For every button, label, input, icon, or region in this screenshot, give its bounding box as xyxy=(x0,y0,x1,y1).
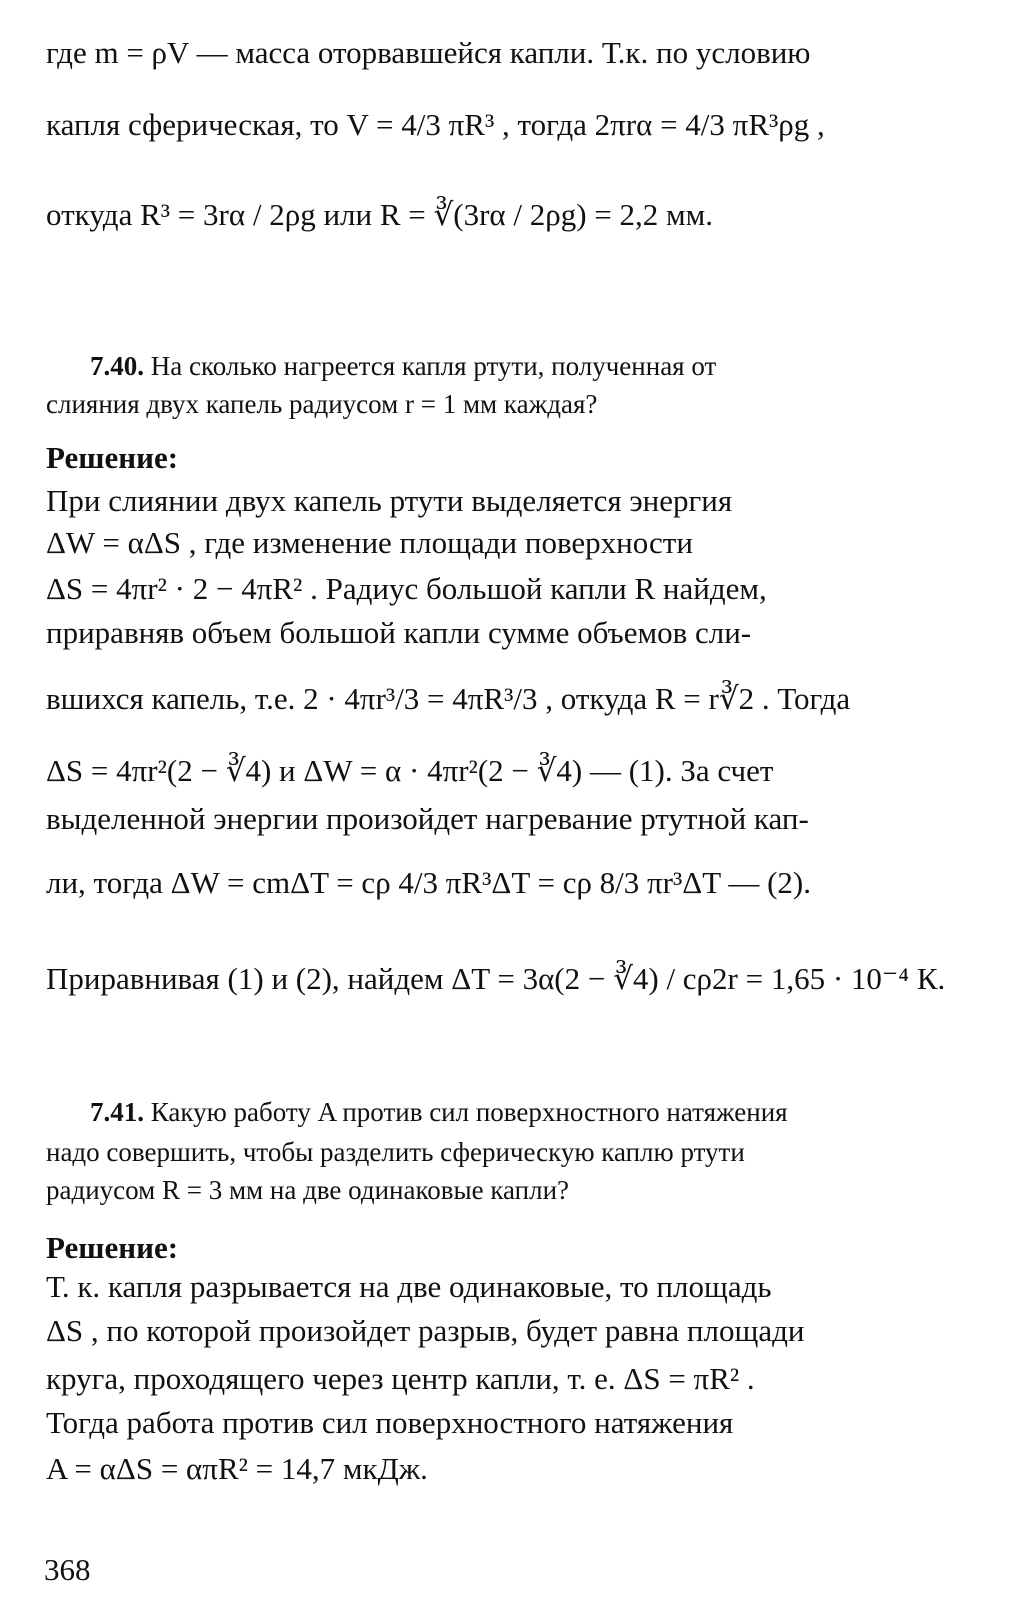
problem-740-solution-line: вшихся капель, т.е. 2 · 4πr³/3 = 4πR³/3 , откуда R = r∛2 . Тогда xyxy=(46,681,851,716)
problem-740-text-1: На сколько нагреется капля ртути, полученная от xyxy=(150,351,717,381)
problem-740-number: 7.40. xyxy=(90,351,144,381)
continuation-line-2: капля сферическая, то V = 4/3 πR³ , тогда 2πrα = 4/3 πR³ρg , xyxy=(46,107,825,142)
page-number: 368 xyxy=(44,1552,91,1587)
problem-741-text-1: Какую работу A против сил поверхностного натяжения xyxy=(150,1097,788,1127)
problem-741-solution-line: A = αΔS = απR² = 14,7 мкДж. xyxy=(46,1451,428,1486)
problem-740-solution-line: ΔW = αΔS , где изменение площади поверхности xyxy=(46,525,693,560)
problem-740-solution-line: выделенной энергии произойдет нагревание ртутной кап- xyxy=(46,801,809,836)
problem-741-number: 7.41. xyxy=(90,1097,144,1127)
problem-741-solution-label: Решение: xyxy=(46,1230,179,1265)
problem-740-solution-line: Приравнивая (1) и (2), найдем ΔT = 3α(2 − ∛4) / cρ2r = 1,65 · 10⁻⁴ К. xyxy=(46,961,946,996)
problem-741-solution-line: Т. к. капля разрывается на две одинаковые, то площадь xyxy=(46,1269,772,1304)
problem-740-statement-line-1 xyxy=(46,352,898,382)
problem-740-solution-line: ΔS = 4πr² · 2 − 4πR² . Радиус большой капли R найдем, xyxy=(46,571,767,606)
problem-741-statement-line-1 xyxy=(46,1098,898,1128)
problem-741-statement-line-2: надо совершить, чтобы разделить сферическую каплю ртути xyxy=(46,1137,745,1167)
problem-740-solution-line: ли, тогда ΔW = cmΔT = cρ 4/3 πR³ΔT = cρ 8/3 πr³ΔT — (2). xyxy=(46,865,812,900)
problem-740-solution-line: ΔS = 4πr²(2 − ∛4) и ΔW = α · 4πr²(2 − ∛4) — (1). За счет xyxy=(46,753,774,788)
continuation-line-1: где m = ρV — масса оторвавшейся капли. Т.к. по условию xyxy=(46,35,811,70)
problem-740-solution-line: При слиянии двух капель ртути выделяется энергия xyxy=(46,483,733,518)
problem-741-statement-line-3: радиусом R = 3 мм на две одинаковые капли? xyxy=(46,1175,570,1205)
problem-740-statement-line-2: слияния двух капель радиусом r = 1 мм каждая? xyxy=(46,389,598,419)
problem-741-solution-line: круга, проходящего через центр капли, т. е. ΔS = πR² . xyxy=(46,1361,755,1396)
problem-740-solution-label: Решение: xyxy=(46,440,179,475)
problem-741-solution-line: Тогда работа против сил поверхностного натяжения xyxy=(46,1405,734,1440)
problem-741-solution-line: ΔS , по которой произойдет разрыв, будет равна площади xyxy=(46,1313,805,1348)
problem-740-solution-line: приравняв объем большой капли сумме объемов сли- xyxy=(46,615,752,650)
continuation-line-3: откуда R³ = 3rα / 2ρg или R = ∛(3rα / 2ρg) = 2,2 мм. xyxy=(46,197,714,232)
